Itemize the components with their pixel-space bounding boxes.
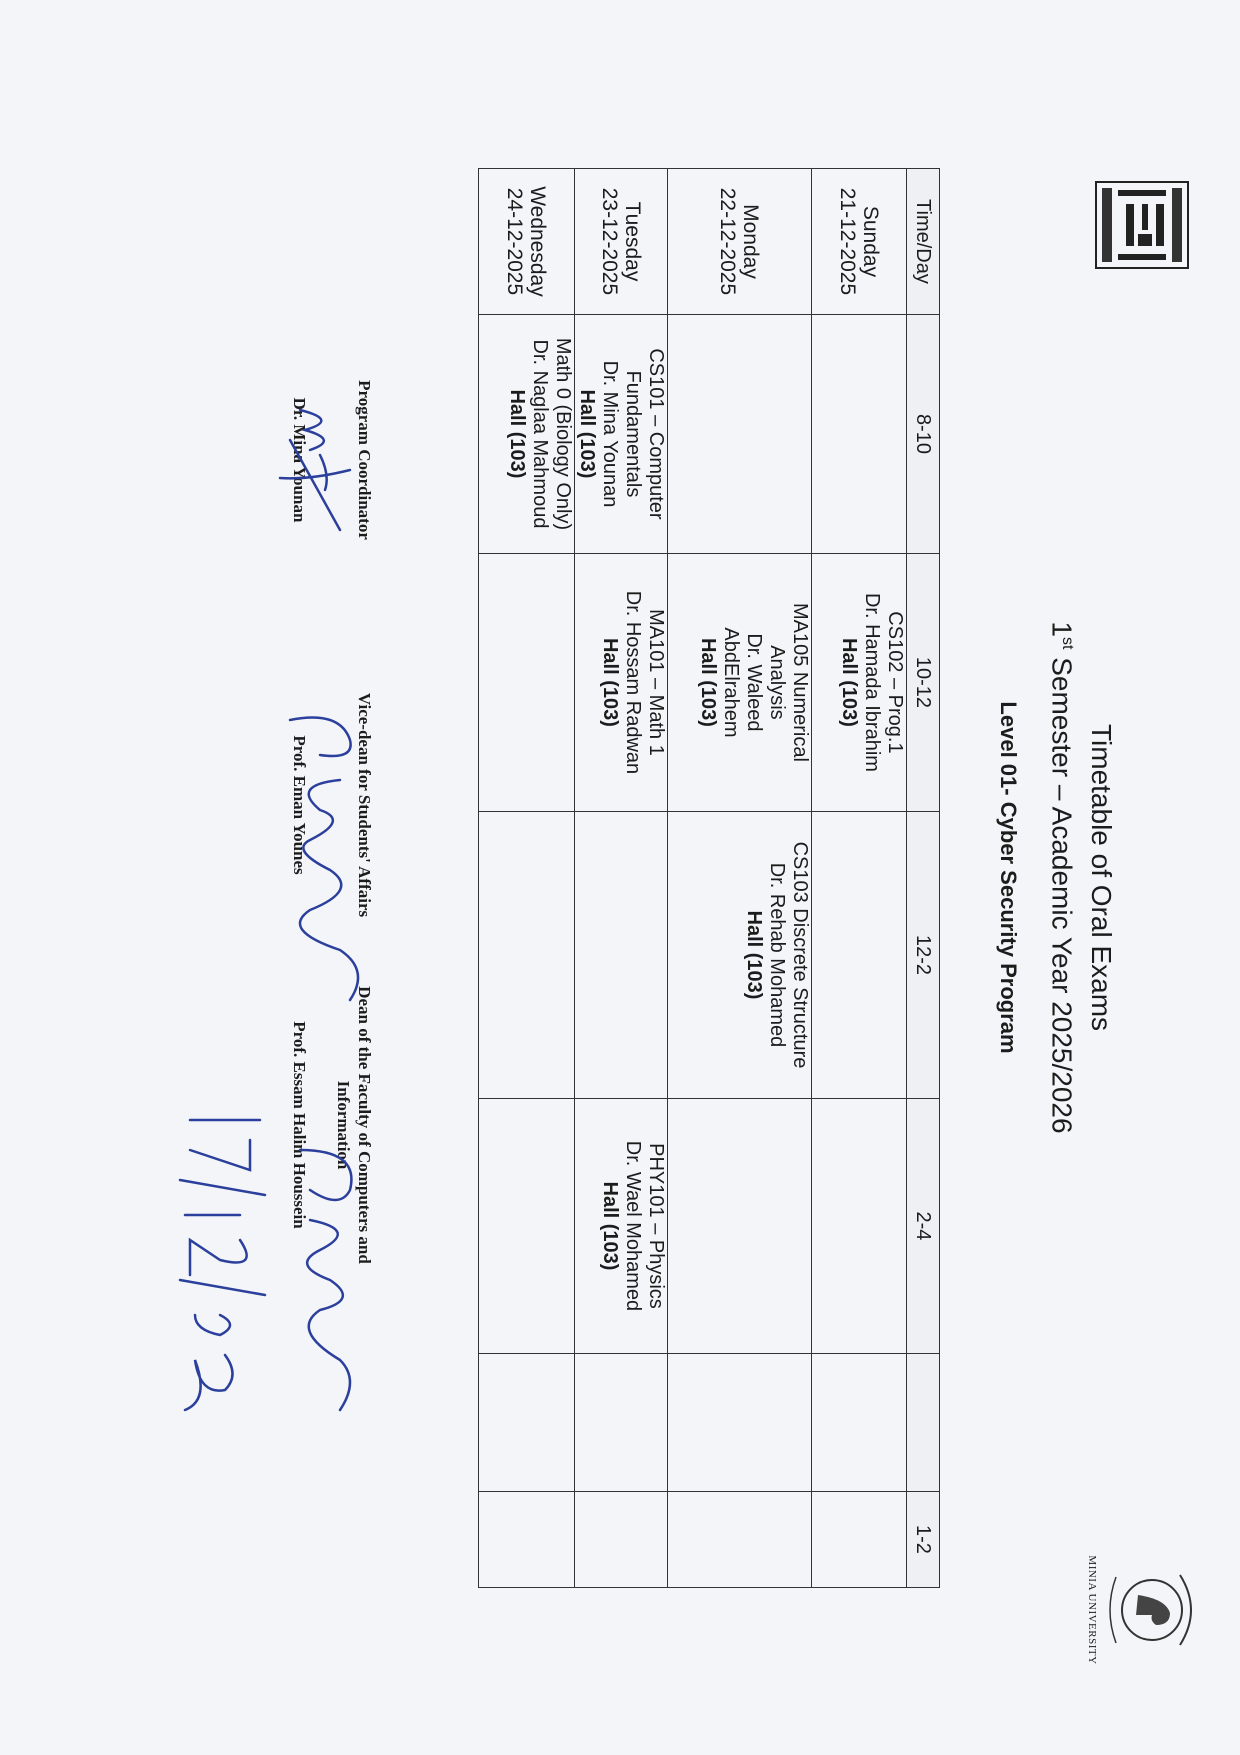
exam-line: AbdElrahem [720,627,742,738]
signature-name: Prof. Eman Younes [290,735,309,875]
signature-name: Dr. Mina Younan [290,397,309,523]
exam-hall: Hall (103) [599,1181,621,1271]
header-slot-8-10: 8-10 [907,314,940,553]
day-cell [668,169,812,315]
exam-line: Dr. Mina Younan [599,360,621,508]
day-date: 23-12-2025 [598,187,621,296]
table-row [668,169,812,1588]
timetable [478,168,940,1588]
day-date: 21-12-2025 [836,187,859,296]
exam-hall: Hall (103) [743,910,765,1000]
exam-line: CS102 – Prog.1 [884,611,906,754]
exam-hall: Hall (103) [599,637,621,727]
exam-cell-empty [668,1491,812,1587]
header-slot-10-12: 10-12 [907,553,940,811]
exam-cell-empty [812,314,907,553]
header-slot-1-2: 1-2 [907,1491,940,1587]
signature-name: Prof. Essam Halim Houssein [290,1021,309,1229]
semester-line [1045,0,1084,1755]
header-slot-12-2: 12-2 [907,811,940,1098]
header-time-day: Time/Day [907,169,940,315]
exam-cell-empty [479,1353,575,1491]
exam-cell-empty [668,314,812,553]
exam-line: MA101 – Math 1 [645,609,667,756]
exam-line: CS101 – Computer [645,348,667,520]
exam-cell [479,314,575,553]
table-row [812,169,907,1588]
day-name: Monday [739,204,763,279]
exam-line: Dr. Rehab Mohamed [766,862,788,1048]
semester-ordinal-suffix: st [1059,637,1076,650]
exam-cell [812,553,907,811]
header-slot-blank [907,1353,940,1491]
day-date: 24-12-2025 [503,187,527,296]
day-cell [575,169,668,315]
exam-cell-empty [479,1099,575,1354]
day-date: 22-12-2025 [716,187,740,296]
exam-line: Dr. Wael Mohamed [622,1140,644,1312]
exam-line: Dr. Naglaa Mahmoud [529,339,551,529]
university-caption: MINIA UNIVERSITY [1086,1555,1098,1665]
exam-cell [575,553,668,811]
document-title: Timetable of Oral Exams [1086,723,1117,1032]
signature-vice-dean [289,645,375,965]
exam-cell [668,553,812,811]
exam-cell [668,811,812,1098]
signature-dean [289,955,375,1295]
handwritten-date [170,1100,280,1430]
signature-role-continued: Information [334,1080,353,1170]
exam-line: PHY101 – Physics [645,1143,667,1309]
exam-line: Fundamentals [622,370,644,498]
header-row [907,169,940,1588]
exam-cell-empty [479,811,575,1098]
exam-cell-empty [812,1099,907,1354]
exam-hall: Hall (103) [697,637,719,727]
day-name: Tuesday [621,201,644,282]
exam-cell-empty [812,1491,907,1587]
signature-role: Program Coordinator [355,380,374,540]
exam-hall: Hall (103) [838,637,860,727]
day-name: Sunday [859,205,882,278]
exam-cell [575,314,668,553]
exam-line: Dr. Hamada Ibrahim [861,592,883,772]
exam-cell-empty [668,1353,812,1491]
exam-cell-empty [575,811,668,1098]
table-row [575,169,668,1588]
table-row [479,169,575,1588]
program-title: Level 01- Cyber Security Program [995,701,1021,1054]
exam-line: Dr. Hossam Radwan [622,590,644,775]
title-block [995,0,1118,1755]
day-cell [479,169,575,315]
exam-line: Dr. Waleed [743,633,765,732]
day-name: Wednesday [526,186,550,297]
signature-role: Dean of the Faculty of Computers and [355,986,374,1264]
signature-coordinator [289,330,375,590]
exam-line: Analysis [766,645,788,720]
signature-role: Vice-dean for Students' Affairs [355,692,374,918]
exam-cell [575,1099,668,1354]
exam-cell-empty [479,1491,575,1587]
exam-line: Math 0 (Biology Only) [552,337,574,531]
semester-text: Semester – Academic Year 2025/2026 [1046,649,1078,1134]
exam-cell-empty [812,1353,907,1491]
exam-hall: Hall (103) [576,389,598,479]
day-cell [812,169,907,315]
header-slot-2-4: 2-4 [907,1099,940,1354]
exam-cell-empty [575,1491,668,1587]
exam-hall: Hall (103) [506,389,528,479]
exam-cell-empty [479,553,575,811]
exam-cell-empty [812,811,907,1098]
exam-cell-empty [575,1353,668,1491]
semester-ordinal: 1 [1046,621,1078,637]
exam-line: MA105 Numerical [789,602,811,762]
exam-cell-empty [668,1099,812,1354]
exam-line: CS103 Discrete Structure [789,841,811,1069]
